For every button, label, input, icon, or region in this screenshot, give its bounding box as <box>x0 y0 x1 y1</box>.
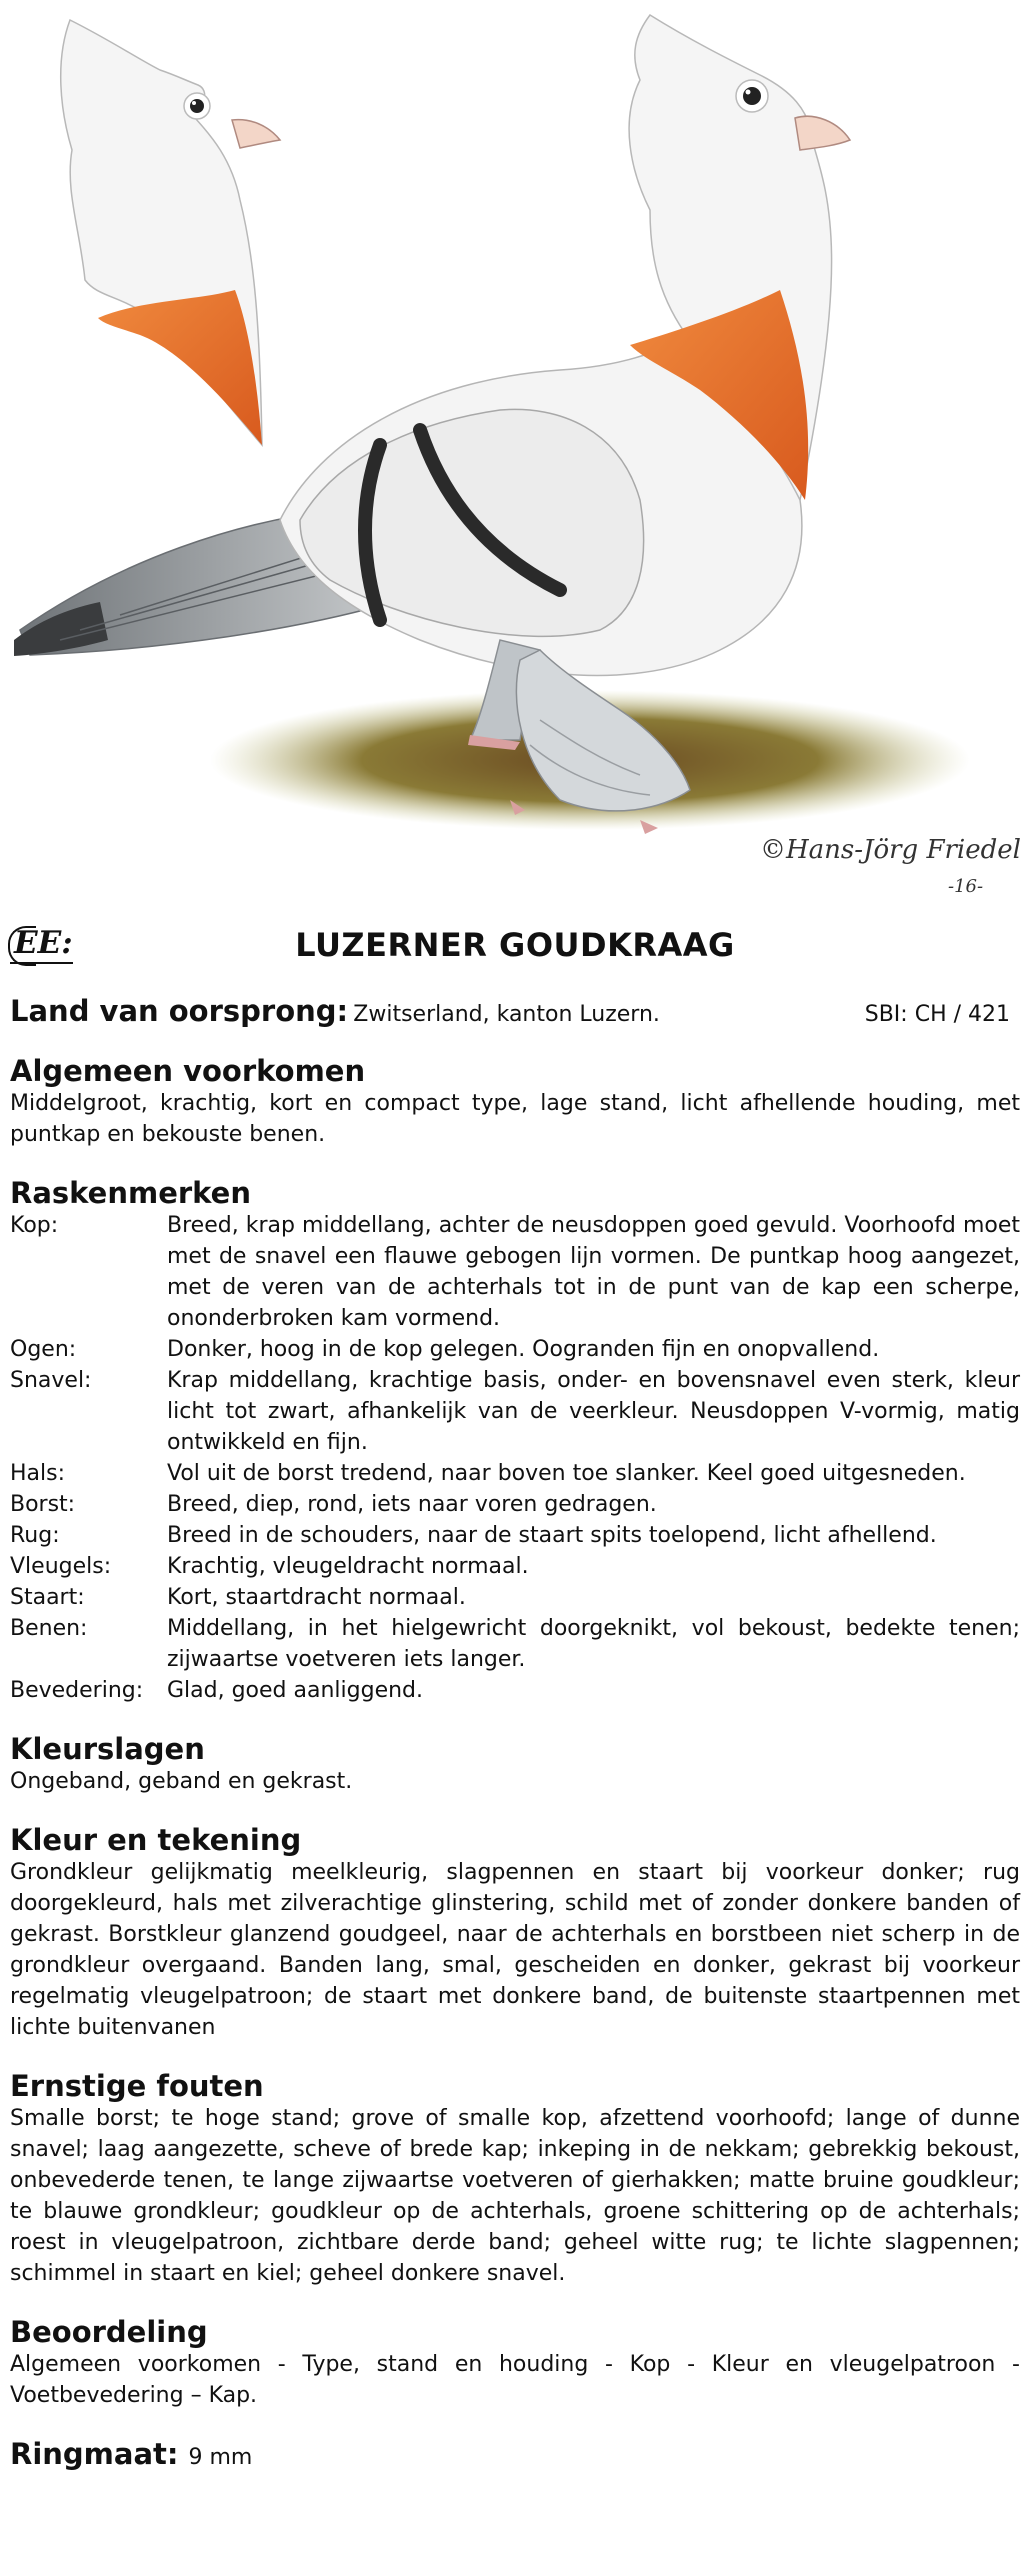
head-detail <box>61 20 280 445</box>
trait-value: Kort, staartdracht normaal. <box>167 1585 466 1610</box>
artist-signature <box>760 835 1021 897</box>
trait-label: Snavel: <box>10 1368 92 1393</box>
title-row <box>10 920 1020 976</box>
trait-label: Borst: <box>10 1492 76 1517</box>
section-heading-general: Algemeen voorkomen <box>10 1054 366 1088</box>
ring-size-label: Ringmaat: <box>10 2437 179 2471</box>
page-title: LUZERNER GOUDKRAAG <box>295 926 735 964</box>
trait-row <box>10 1458 1020 1489</box>
trait-value: Breed in de schouders, naar de staart spits toelopend, licht afhellend. <box>167 1523 937 1548</box>
trait-row <box>10 1365 1020 1458</box>
trait-label: Bevedering: <box>10 1678 144 1703</box>
trait-label: Vleugels: <box>10 1554 112 1579</box>
serious-faults-text: Smalle borst; te hoge stand; grove of smalle kop, afzettend voorhoofd; lange of dunne snavel; laag aangezette, scheve of brede kap; inkeping in de nekkam; gebrekkig bekoust, onbevederde tenen, te lange zijwaartse voetveren of gierhakken; matte bruine goudkleur; te blauwe grondkleur; goudkleur op de achterhals, groene schittering op de achterhals; roest in vleugelpatroon, zichtbare derde band; geheel witte rug; te lichte slagpennen; schimmel in staart en kiel; geheel donkere snavel. <box>10 2106 1020 2286</box>
trait-value: Vol uit de borst tredend, naar boven toe slanker. Keel goed uitgesneden. <box>167 1461 966 1486</box>
trait-value: Glad, goed aanliggend. <box>167 1678 424 1703</box>
color-marking-text: Grondkleur gelijkmatig meelkleurig, slagpennen en staart bij voorkeur donker; rug doorgekleurd, hals met zilverachtige glinstering, schild met of zonder donkere banden of gekrast. Borstkleur glanzend goudgeel, naar de achterhals en borstbeen niet scherp in de grondkleur overgaand. Banden lang, smal, gescheiden en donker, gekrast bij voorkeur regelmatig vleugelpatroon; de staart met donkere band, de buitenste staartpennen met lichte buitenvanen <box>10 1860 1020 2040</box>
ring-size-row <box>10 2437 1020 2471</box>
trait-label: Staart: <box>10 1585 85 1610</box>
section-color-varieties <box>10 1732 1020 1797</box>
section-color-marking <box>10 1823 1020 2043</box>
origin-value: Zwitserland, kanton Luzern. <box>353 1002 660 1027</box>
trait-row <box>10 1489 1020 1520</box>
origin-block <box>10 994 660 1028</box>
trait-value: Krap middellang, krachtige basis, onder- en bovensnavel even sterk, kleur licht tot zwart, afhankelijk van de veerkleur. Neusdoppen V-vormig, matig ontwikkeld en fijn. <box>167 1368 1020 1455</box>
trait-row <box>10 1520 1020 1551</box>
trait-value: Middellang, in het hielgewricht doorgeknikt, vol bekoust, bedekte tenen; zijwaartse voetveren iets langer. <box>167 1616 1020 1672</box>
trait-value: Donker, hoog in de kop gelegen. Oogranden fijn en onopvallend. <box>167 1337 880 1362</box>
ring-size-value: 9 mm <box>188 2445 253 2470</box>
section-heading-serious-faults: Ernstige fouten <box>10 2069 264 2103</box>
origin-label: Land van oorsprong: <box>10 994 349 1028</box>
pigeon-illustration <box>0 0 1034 910</box>
section-heading-breed-traits: Raskenmerken <box>10 1176 251 1210</box>
standard-sheet <box>10 920 1020 2471</box>
trait-row <box>10 1613 1020 1675</box>
section-breed-traits <box>10 1176 1020 1706</box>
section-heading-color-varieties: Kleurslagen <box>10 1732 205 1766</box>
pigeon-drawing <box>0 0 1034 910</box>
color-varieties-text: Ongeband, geband en gekrast. <box>10 1769 353 1794</box>
signature-text: ©Hans-Jörg Friedel <box>760 835 1021 865</box>
trait-row <box>10 1582 1020 1613</box>
trait-value: Krachtig, vleugeldracht normaal. <box>167 1554 529 1579</box>
section-heading-color-marking: Kleur en tekening <box>10 1823 302 1857</box>
trait-row <box>10 1551 1020 1582</box>
trait-label: Benen: <box>10 1616 88 1641</box>
origin-row <box>10 994 1020 1028</box>
section-judging <box>10 2315 1020 2411</box>
trait-row <box>10 1675 1020 1706</box>
trait-label: Ogen: <box>10 1337 77 1362</box>
section-general <box>10 1054 1020 1150</box>
trait-label: Hals: <box>10 1461 66 1486</box>
judging-text: Algemeen voorkomen - Type, stand en houding - Kop - Kleur en vleugelpatroon - Voetbevedering – Kap. <box>10 2352 1020 2408</box>
trait-label: Rug: <box>10 1523 60 1548</box>
sbi-code: SBI: CH / 421 <box>864 1002 1010 1027</box>
trait-value: Breed, krap middellang, achter de neusdoppen goed gevuld. Voorhoofd moet met de snavel een flauwe gebogen lijn vormen. De puntkap hoog aangezet, met de veren van de achterhals tot in de punt van de kap een scherpe, ononderbroken kam vormend. <box>167 1213 1020 1331</box>
trait-row <box>10 1210 1020 1334</box>
trait-value: Breed, diep, rond, iets naar voren gedragen. <box>167 1492 657 1517</box>
trait-row <box>10 1334 1020 1365</box>
section-serious-faults <box>10 2069 1020 2289</box>
trait-label: Kop: <box>10 1213 59 1238</box>
general-text: Middelgroot, krachtig, kort en compact type, lage stand, licht afhellende houding, met puntkap en bekouste benen. <box>10 1091 1020 1147</box>
ee-logo: EE: <box>10 924 73 964</box>
section-heading-judging: Beoordeling <box>10 2315 208 2349</box>
signature-year: -16- <box>948 876 984 897</box>
